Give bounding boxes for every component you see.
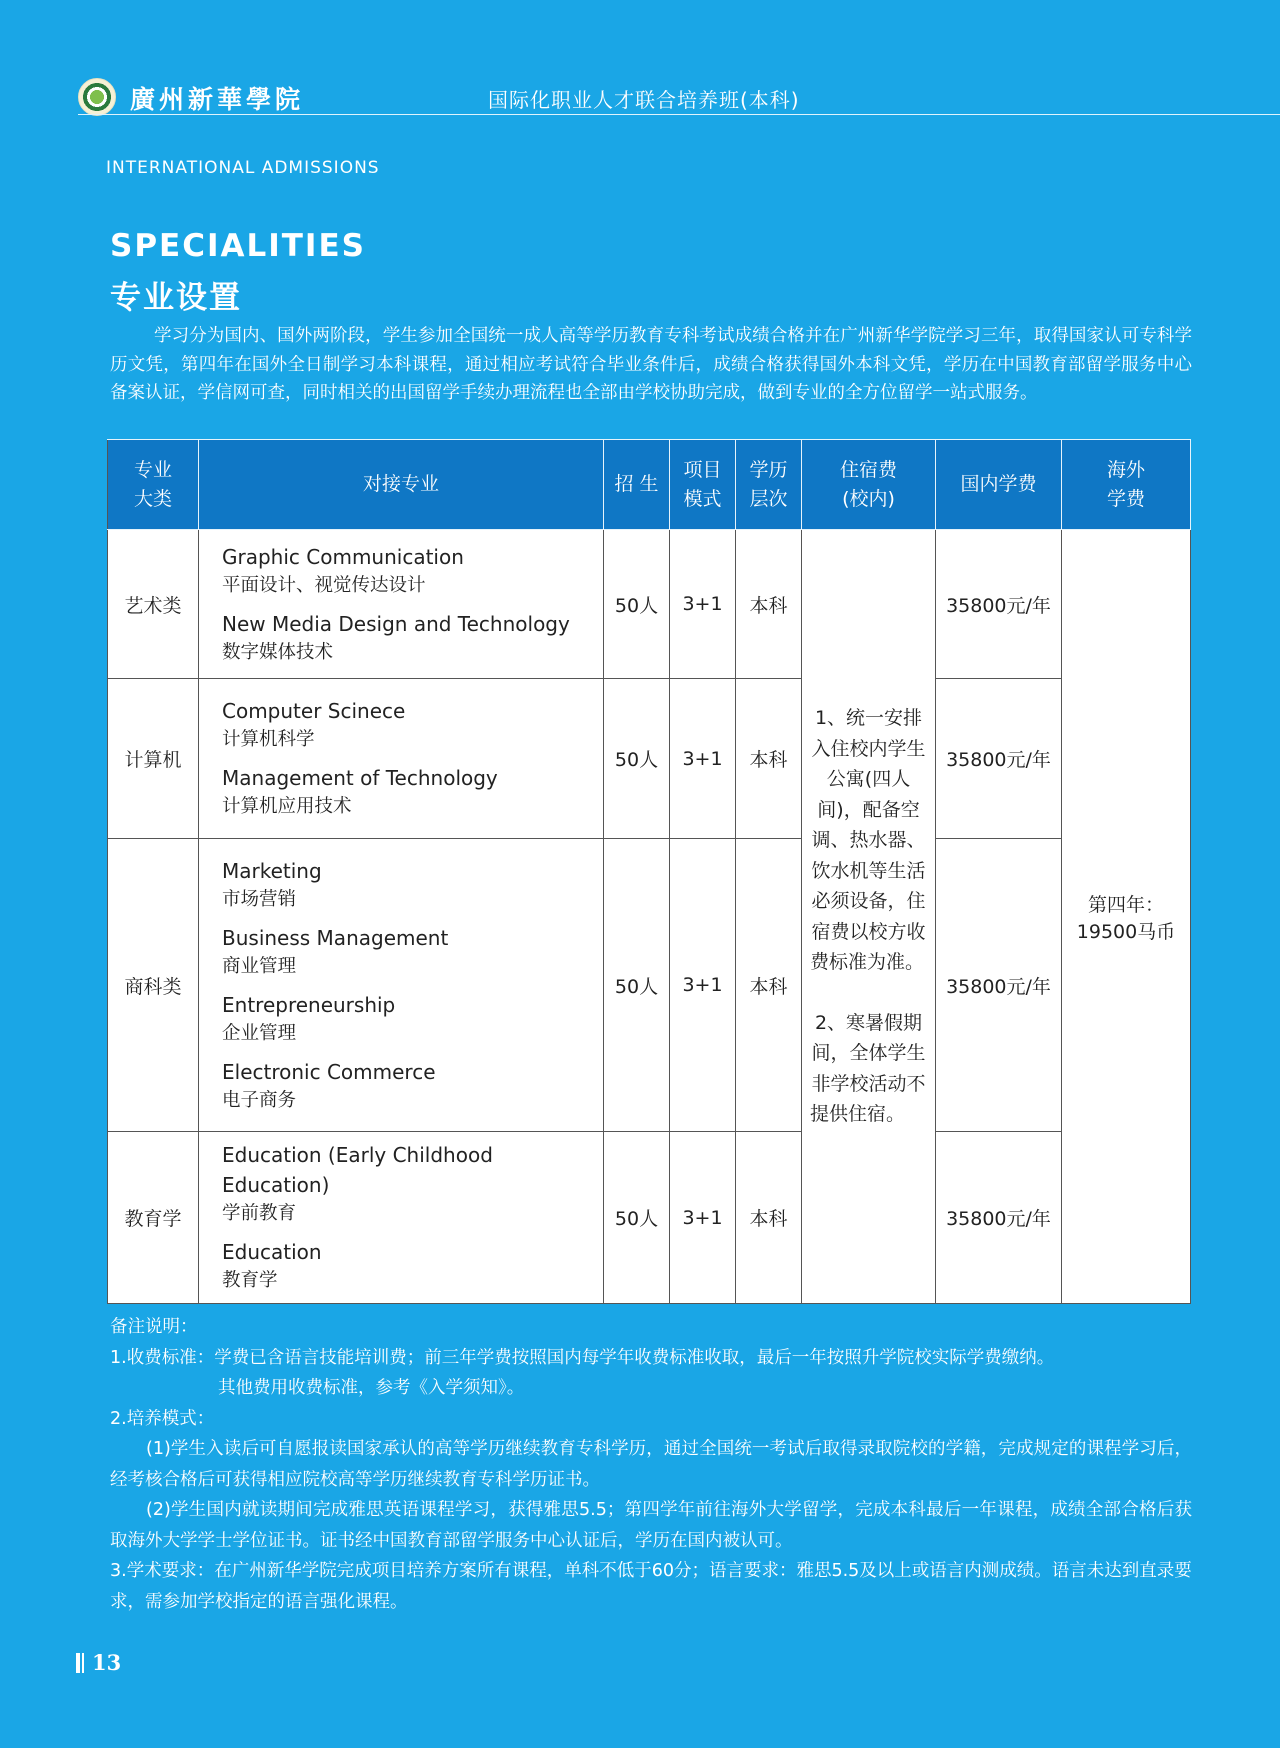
level-cell: 本科 xyxy=(736,1132,802,1304)
enroll-cell: 50人 xyxy=(604,839,670,1132)
intro-paragraph: 学习分为国内、国外两阶段，学生参加全国统一成人高等学历教育专科考试成绩合格并在广州新华学院学习三年，取得国家认可专科学历文凭，第四年在国外全日制学习本科课程，通过相应考试符合毕业条件后，成绩合格获得国外本科文凭，学历在中国教育部留学服务中心备案认证，学信网可查，同时相关的出国留学手续办理流程也全部由学校协助完成，做到专业的全方位留学一站式服务。 xyxy=(110,326,1192,403)
header-housing: 住宿费 (校内) xyxy=(802,440,936,530)
remarks-section xyxy=(110,1312,1192,1617)
level-cell: 本科 xyxy=(736,839,802,1132)
program-title: 国际化职业人才联合培养班(本科) xyxy=(488,88,800,112)
school-name: 廣州新華學院 xyxy=(130,85,305,114)
category-cell: 商科类 xyxy=(108,839,199,1132)
international-admissions-label: INTERNATIONAL ADMISSIONS xyxy=(106,158,380,178)
table-row xyxy=(108,679,1191,839)
header-domestic-fee: 国内学费 xyxy=(936,440,1062,530)
category-cell: 教育学 xyxy=(108,1132,199,1304)
major-item: Education 教育学 xyxy=(222,1240,322,1291)
header-divider xyxy=(78,114,1280,115)
domestic-fee-cell: 35800元/年 xyxy=(936,839,1062,1132)
mode-cell: 3+1 xyxy=(670,679,736,839)
domestic-fee-cell: 35800元/年 xyxy=(936,530,1062,679)
page-marker-icon xyxy=(82,1653,84,1673)
remark-training-mode: 2.培养模式： xyxy=(110,1408,215,1429)
remark-training-mode-b: (2)学生国内就读期间完成雅思英语课程学习，获得雅思5.5；第四学年前往海外大学留学，完成本科最后一年课程，成绩全部合格后获取海外大学学士学位证书。证书经中国教育部留学服务中心认证后，学历在国内被认可。 xyxy=(110,1500,1192,1551)
domestic-fee-cell: 35800元/年 xyxy=(936,679,1062,839)
overseas-fee-cell: 第四年： 19500马币 xyxy=(1062,530,1191,1304)
remarks-title: 备注说明： xyxy=(110,1317,198,1337)
housing-note-1: 1、统一安排入住校内学生公寓(四人间)，配备空调、热水器、饮水机等生活必须设备，住宿费以校方收费标准为准。 xyxy=(810,707,926,974)
table-header-row xyxy=(108,440,1191,530)
majors-cell xyxy=(199,679,604,839)
domestic-fee-cell: 35800元/年 xyxy=(936,1132,1062,1304)
header-level: 学历 层次 xyxy=(736,440,802,530)
table-row xyxy=(108,530,1191,679)
enroll-cell: 50人 xyxy=(604,530,670,679)
header-enroll: 招 生 xyxy=(604,440,670,530)
majors-cell xyxy=(199,530,604,679)
section-title-cn: 专业设置 xyxy=(110,280,242,316)
majors-cell xyxy=(199,839,604,1132)
remark-academic-requirements: 3.学术要求：在广州新华学院完成项目培养方案所有课程，单科不低于60分；语言要求：雅思5.5及以上或语言内测成绩。语言未达到直录要求，需参加学校指定的语言强化课程。 xyxy=(110,1561,1192,1612)
enroll-cell: 50人 xyxy=(604,1132,670,1304)
major-item: Management of Technology 计算机应用技术 xyxy=(222,766,498,817)
page-marker-icon xyxy=(76,1653,80,1673)
major-item: Graphic Communication 平面设计、视觉传达设计 xyxy=(222,544,464,596)
major-item: Computer Scinece 计算机科学 xyxy=(222,699,406,750)
level-cell: 本科 xyxy=(736,679,802,839)
table-row xyxy=(108,839,1191,1132)
major-item: Entrepreneurship 企业管理 xyxy=(222,992,396,1044)
mode-cell: 3+1 xyxy=(670,1132,736,1304)
table-row xyxy=(108,1132,1191,1304)
mode-cell: 3+1 xyxy=(670,530,736,679)
housing-fee-cell xyxy=(802,530,936,1304)
remark-fee-standard: 1.收费标准：学费已含语言技能培训费；前三年学费按照国内每学年收费标准收取，最后一年按照升学院校实际学费缴纳。 xyxy=(110,1347,1055,1368)
housing-note-2: 2、寒暑假期间，全体学生非学校活动不提供住宿。 xyxy=(810,1011,926,1126)
section-title-en: SPECIALITIES xyxy=(110,228,366,264)
header-mode: 项目 模式 xyxy=(670,440,736,530)
header-majors: 对接专业 xyxy=(199,440,604,530)
header-category: 专业 大类 xyxy=(108,440,199,530)
majors-cell xyxy=(199,1132,604,1304)
major-item: Education (Early Childhood Education) 学前教育 xyxy=(222,1143,493,1224)
category-cell: 计算机 xyxy=(108,679,199,839)
mode-cell: 3+1 xyxy=(670,839,736,1132)
remark-training-mode-a: (1)学生入读后可自愿报读国家承认的高等学历继续教育专科学历，通过全国统一考试后取得录取院校的学籍，完成规定的课程学习后，经考核合格后可获得相应院校高等学历继续教育专科学历证书。 xyxy=(110,1439,1192,1490)
specialities-table xyxy=(107,439,1191,1304)
header-overseas-fee: 海外 学费 xyxy=(1062,440,1191,530)
enroll-cell: 50人 xyxy=(604,679,670,839)
major-item: Marketing 市场营销 xyxy=(222,858,322,910)
page-number: 13 xyxy=(76,1650,121,1675)
level-cell: 本科 xyxy=(736,530,802,679)
remark-fee-standard-cont: 其他费用收费标准，参考《入学须知》。 xyxy=(218,1378,525,1398)
category-cell: 艺术类 xyxy=(108,530,199,679)
major-item: Electronic Commerce 电子商务 xyxy=(222,1059,436,1111)
school-seal-logo xyxy=(78,78,116,116)
major-item: New Media Design and Technology 数字媒体技术 xyxy=(222,611,570,663)
page-header xyxy=(0,0,1280,118)
major-item: Business Management 商业管理 xyxy=(222,925,449,977)
